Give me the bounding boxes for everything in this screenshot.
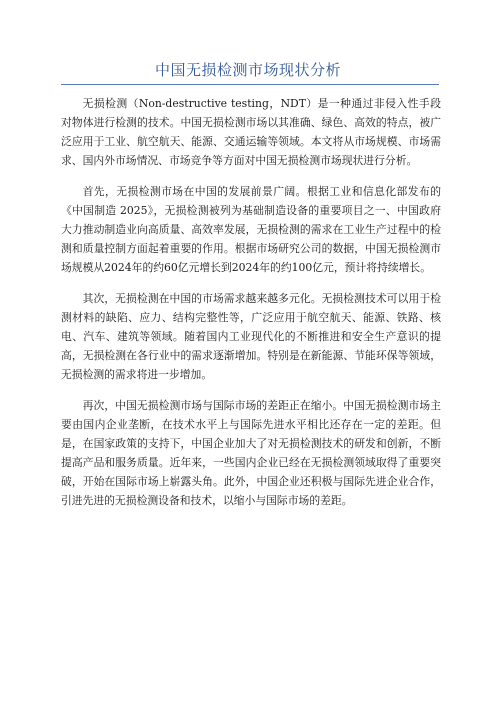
document-title: 中国无损检测市场现状分析 — [154, 61, 341, 79]
title-divider — [61, 84, 439, 85]
document-body — [61, 94, 441, 522]
paragraph-demand: 其次，无损检测在中国的市场需求越来越多元化。无损检测技术可以用于检测材料的缺陷、应力、结构完整性等，广泛应用于航空航天、能源、铁路、核电、汽车、建筑等领域。随着国内工业现代化的不断推进和安全生产意识的提高，无损检测在各行业中的需求逐渐增加。特别是在新能源、节能环保等领域，无损检测的需求将进一步增加。 — [61, 292, 441, 381]
paragraph-intro: 无损检测（Non-destructive testing，NDT）是一种通过非侵入性手段对物体进行检测的技术。中国无损检测市场以其准确、绿色、高效的特点，被广泛应用于工业、航空航天、能源、交通运输等领域。本文将从市场规模、市场需求、国内外市场情况、市场竞争等方面对中国无损检测市场现状进行分析。 — [61, 97, 441, 167]
paragraph-international: 再次，中国无损检测市场与国际市场的差距正在缩小。中国无损检测市场主要由国内企业垄断，在技术水平上与国际先进水平相比还存在一定的差距。但是，在国家政策的支持下，中国企业加大了对无损检测技术的研发和创新，不断提高产品和服务质量。近年来，一些国内企业已经在无损检测领域取得了重要突破，开始在国际市场上崭露头角。此外，中国企业还积极与国际先进企业合作，引进先进的无损检测设备和技术，以缩小与国际市场的差距。 — [61, 399, 441, 507]
paragraph-prospects: 首先，无损检测市场在中国的发展前景广阔。根据工业和信息化部发布的《中国制造 2025》，无损检测被列为基础制造设备的重要项目之一、中国政府大力推动制造业向高质量、高效率发展，无损检测的需求在工业生产过程中的检测和质量控制方面起着重要的作用。根据市场研究公司的数据，中国无损检测市场规模从2024年的约60亿元增长到2024年的约100亿元，预计将持续增长。 — [61, 185, 441, 274]
